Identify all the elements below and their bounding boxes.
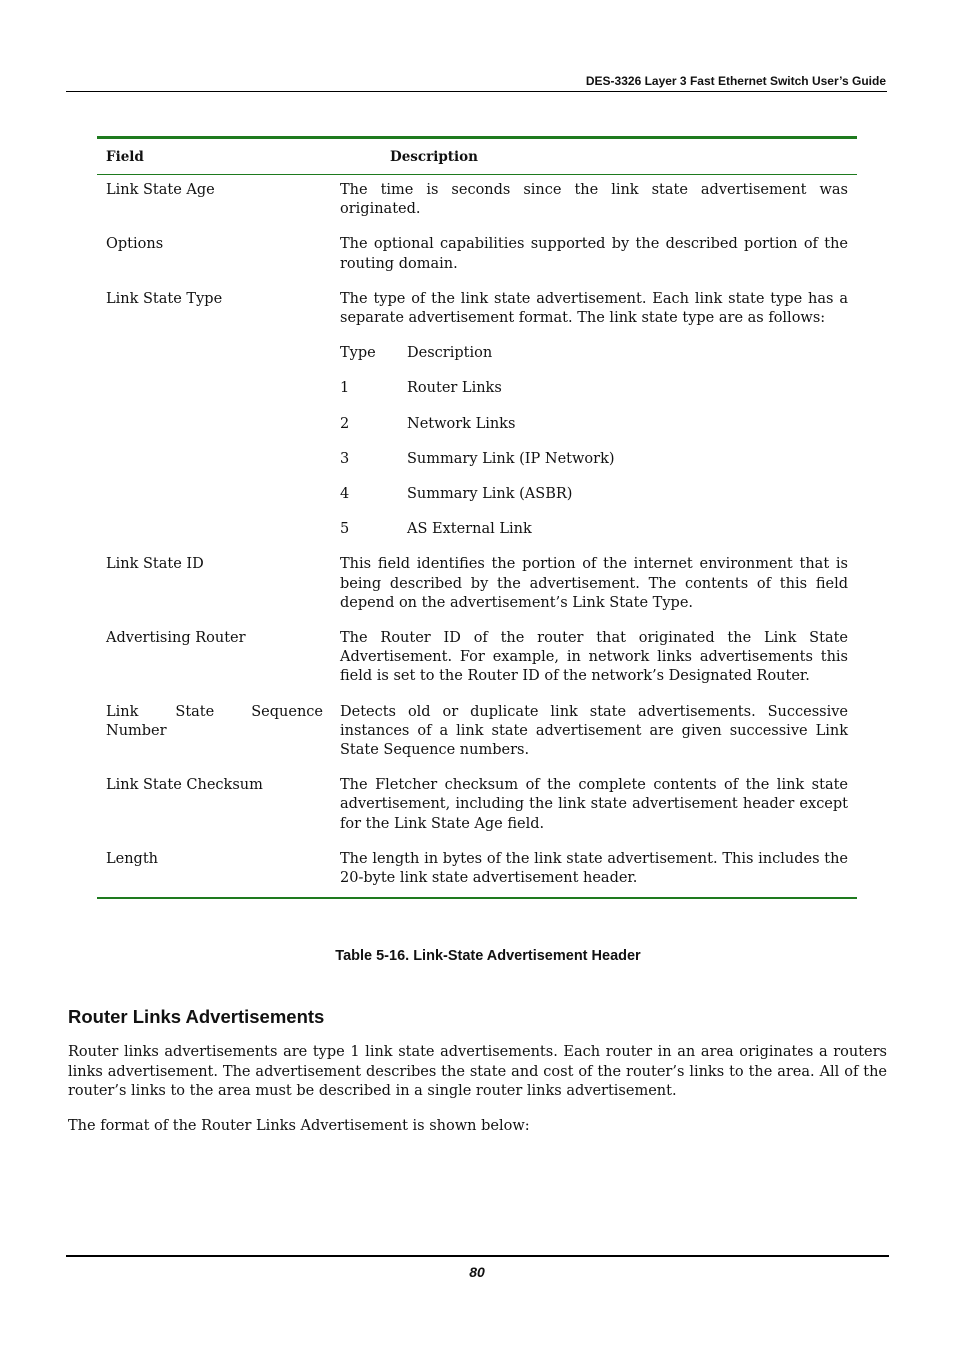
type-description: Summary Link (IP Network): [407, 450, 615, 467]
body-paragraph: Router links advertisements are type 1 link state advertisements. Each router in an area originates a routers links advertisement. The advertisement describes the state and cost of the router’s links to the area. All of the router’s links to the area must be described in a single router links advertisement.: [68, 1044, 887, 1099]
field-name-line: Link State Sequence: [106, 703, 323, 720]
field-description: The time is seconds since the link state advertisement was originated.: [340, 182, 848, 218]
table-header-row: [97, 139, 857, 174]
field-name-line: Number: [106, 722, 167, 739]
field-name: Link State Age: [106, 182, 215, 198]
table-row: [97, 776, 857, 834]
type-number: 3: [340, 450, 350, 467]
field-description-block: [340, 290, 848, 540]
table-row: [97, 555, 857, 613]
table-row: [97, 703, 857, 761]
field-name: Link State Checksum: [106, 777, 263, 794]
type-list-item: [340, 450, 848, 469]
field-description: The type of the link state advertisement. Each link state type has a separate advertisement format. The link state type are as follows:: [340, 290, 848, 327]
type-number: 4: [340, 485, 350, 502]
table-row: [97, 235, 857, 273]
type-number: 5: [340, 521, 350, 538]
table-row: [97, 629, 857, 687]
field-name: Link State ID: [106, 556, 204, 573]
field-description: The optional capabilities supported by the described portion of the routing domain.: [340, 236, 848, 272]
type-description: Summary Link (ASBR): [407, 485, 573, 502]
type-list-header: [340, 344, 848, 363]
table-row: [97, 850, 857, 897]
type-number: 1: [340, 380, 350, 397]
section-heading: Router Links Advertisements: [68, 1006, 325, 1027]
field-name: Options: [106, 236, 164, 253]
type-column-header: Type: [340, 345, 376, 362]
table-row: [97, 290, 857, 540]
type-list-item: [340, 485, 848, 504]
field-name: Link State Type: [106, 290, 223, 307]
type-list-item: [340, 415, 848, 434]
table-row: [97, 175, 857, 219]
type-description: Network Links: [407, 415, 516, 432]
field-description: This field identifies the portion of the internet environment that is being described by the advertisement. The contents of this field depend on the advertisement’s Link State Type.: [340, 556, 848, 611]
column-header-field: Field: [106, 148, 144, 165]
type-description: AS External Link: [407, 521, 532, 538]
page-number: 80: [469, 1264, 485, 1280]
type-list-item: [340, 379, 848, 398]
lsa-header-table: [97, 136, 857, 899]
field-description: The Router ID of the router that originated the Link State Advertisement. For example, in network links advertisements this field is set to the Router ID of the network’s Designated Router.: [340, 629, 848, 685]
field-name: [97, 703, 340, 761]
link-state-type-list: [340, 344, 848, 539]
column-header-description: Description: [390, 148, 478, 165]
field-name: Advertising Router: [106, 629, 246, 646]
type-description: Router Links: [407, 380, 502, 397]
field-description: The Fletcher checksum of the complete contents of the link state advertisement, including the link state advertisement header except for the Link State Age field.: [340, 777, 848, 832]
table-caption: Table 5-16. Link-State Advertisement Header: [335, 948, 641, 964]
page-header-title: DES-3326 Layer 3 Fast Ethernet Switch User’s Guide: [585, 74, 886, 88]
footer-divider: [66, 1255, 889, 1257]
field-name: Length: [106, 850, 158, 867]
type-number: 2: [340, 415, 350, 432]
table-bottom-rule: [97, 897, 857, 899]
field-description: Detects old or duplicate link state advertisements. Successive instances of a link state advertisement are given successive Link State Sequence numbers.: [340, 703, 848, 758]
type-list-item: [340, 520, 848, 539]
header-divider: [66, 91, 887, 92]
type-description-column-header: Description: [407, 345, 493, 362]
field-description: The length in bytes of the link state advertisement. This includes the 20-byte link state advertisement header.: [340, 850, 848, 886]
body-paragraph: The format of the Router Links Advertisement is shown below:: [68, 1118, 530, 1134]
